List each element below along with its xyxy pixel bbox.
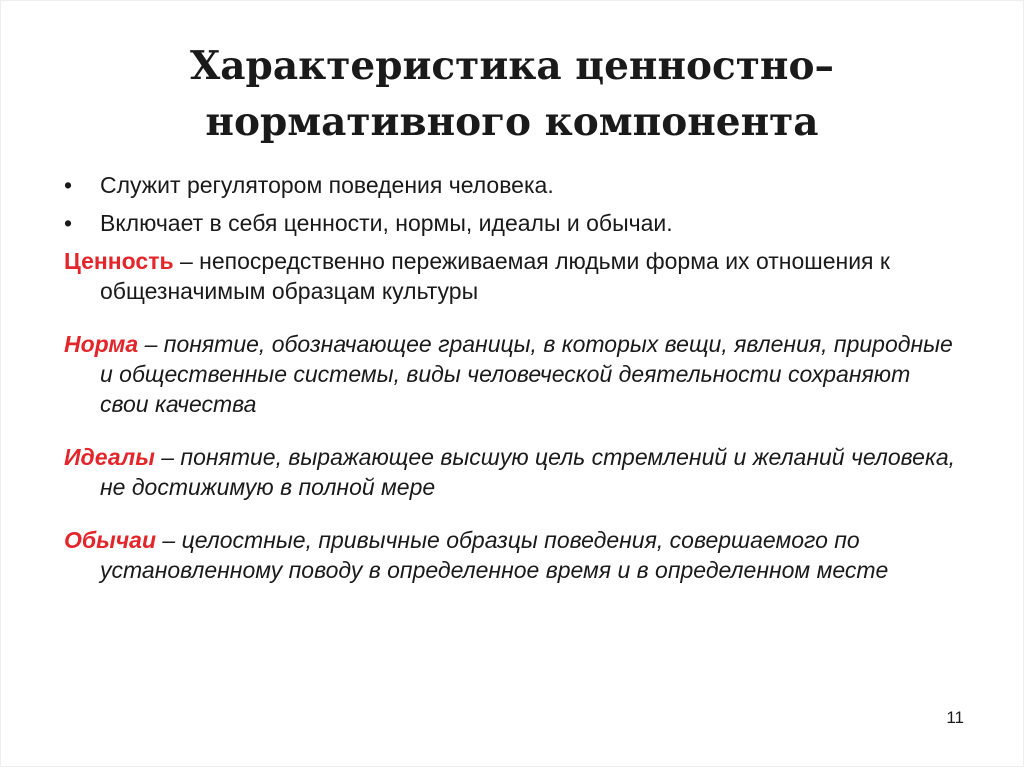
definition-text: – понятие, обозначающее границы, в которых вещи, явления, природные и общественные системы, виды человеческой деятельности сохраняют свои качества — [100, 331, 953, 417]
bullet-text: Включает в себя ценности, нормы, идеалы и обычаи. — [100, 210, 673, 236]
bullet-marker: • — [64, 210, 73, 236]
bullet-item — [64, 170, 964, 200]
bullet-item — [64, 208, 964, 238]
bullet-text: Служит регулятором поведения человека. — [100, 172, 554, 198]
title-line-1: Характеристика ценностно– — [190, 43, 834, 89]
definition-term: Норма — [64, 331, 139, 357]
slide-content — [64, 170, 964, 608]
definition-term: Идеалы — [64, 444, 155, 470]
title-line-2: нормативного компонента — [205, 99, 819, 145]
slide-title — [60, 38, 964, 150]
definition-text: – понятие, выражающее высшую цель стремлений и желаний человека, не достижимую в полной мере — [100, 444, 955, 500]
definition-text: – непосредственно переживаемая людьми форма их отношения к общезначимым образцам культуры — [100, 248, 890, 304]
definition-term: Ценность — [64, 248, 174, 274]
page-number: 11 — [946, 708, 964, 727]
bullet-list — [64, 170, 964, 238]
definition-norm — [64, 329, 964, 419]
bullet-marker: • — [64, 172, 73, 198]
definition-text: – целостные, привычные образцы поведения, совершаемого по установленному поводу в определенное время и в определенном месте — [100, 527, 889, 583]
definition-customs — [64, 525, 964, 585]
definition-ideals — [64, 442, 964, 502]
definition-term: Обычаи — [64, 527, 157, 553]
definition-value — [64, 246, 964, 306]
